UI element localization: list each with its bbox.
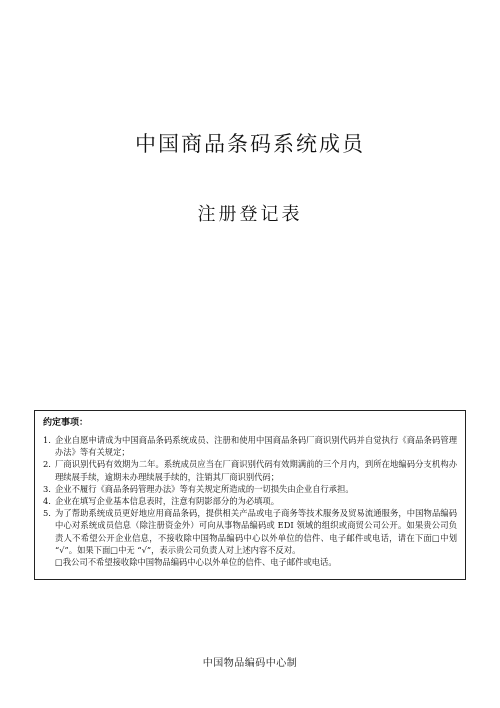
terms-list — [43, 434, 457, 556]
terms-item — [43, 483, 457, 495]
terms-item-number: 4. — [43, 496, 51, 507]
page-title: 中国商品条码系统成员 — [135, 132, 365, 156]
terms-item-number: 3. — [43, 483, 51, 494]
terms-item — [43, 434, 457, 458]
terms-heading: 约定事项： — [43, 418, 89, 428]
terms-item-text: 企业不履行《商品条码管理办法》等有关规定所造成的一切损失由企业自行承担。 — [55, 483, 354, 494]
terms-item-text: 为了帮助系统成员更好地应用商品条码，提供相关产品或电子商务等技术服务及贸易流通服务，中国物品编码中心对系统成员信息（除注册资金外）可向从事物品编码或 EDI 领域的组织或商贸公司公开。如果贵公司负责人不希望公开企业信息，不接收除中国物品编码中心以外单位的信件、电子邮件或电话，请在下面□中划 “√”。如果下面□中无 “√”，表示贵公司负责人对上述内容不反对。 — [55, 508, 457, 555]
terms-item — [43, 507, 457, 556]
terms-item-text: 企业在填写企业基本信息表时，注意有阴影部分的为必填项。 — [55, 496, 280, 507]
issuing-organization: 中国物品编码中心制 — [202, 658, 298, 669]
terms-item-text: 厂商识别代码有效期为二年。系统成员应当在厂商识别代码有效期满前的三个月内，到所在地编码分支机构办理续展手续，逾期未办理续展手续的，注销其厂商识别代码； — [55, 459, 457, 482]
terms-item-number: 1. — [43, 435, 51, 445]
terms-item-text: 企业自愿申请成为中国商品条码系统成员、注册和使用中国商品条码厂商识别代码并自觉执行《商品条码管理办法》等有关规定； — [55, 435, 457, 458]
consent-checkbox-line[interactable]: □我公司不希望接收除中国物品编码中心以外单位的信件、电子邮件或电话。 — [55, 557, 337, 568]
terms-box — [34, 410, 466, 580]
form-subtitle: 注册登记表 — [197, 204, 303, 225]
terms-item — [43, 495, 457, 507]
terms-item — [43, 458, 457, 482]
terms-item-number: 5. — [43, 508, 51, 519]
terms-item-number: 2. — [43, 459, 51, 470]
